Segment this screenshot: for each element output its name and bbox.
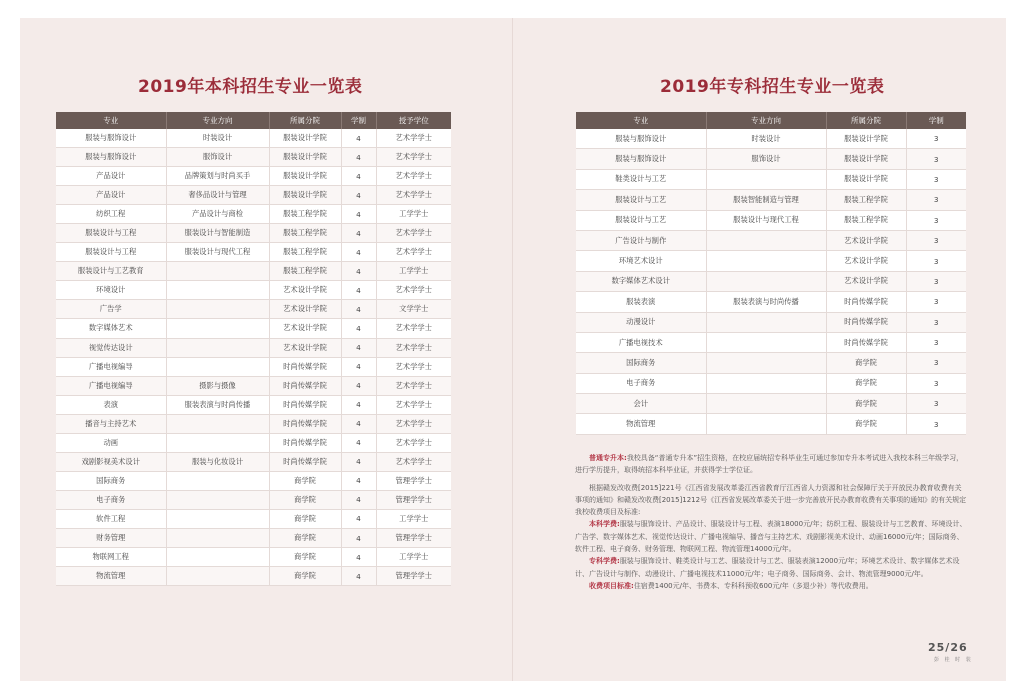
cell-direction: 服饰设计 bbox=[706, 149, 826, 169]
cell-major: 广播电视编导 bbox=[56, 376, 166, 395]
cell-duration: 3 bbox=[906, 414, 966, 434]
cell-degree: 管理学学士 bbox=[376, 567, 451, 586]
cell-major: 服装设计与工艺教育 bbox=[56, 262, 166, 281]
cell-direction: 服装与化妆设计 bbox=[166, 452, 269, 471]
cell-school: 艺术设计学院 bbox=[269, 338, 341, 357]
table-row bbox=[576, 332, 966, 352]
cell-major: 服装表演 bbox=[576, 292, 706, 312]
page-number: 25/26 bbox=[928, 641, 968, 654]
cell-major: 广播电视技术 bbox=[576, 332, 706, 352]
table-row bbox=[576, 271, 966, 291]
cell-degree: 艺术学学士 bbox=[376, 224, 451, 243]
cell-direction bbox=[166, 471, 269, 490]
table-row bbox=[56, 129, 451, 148]
table-row bbox=[56, 509, 451, 528]
cell-direction bbox=[166, 567, 269, 586]
cell-direction bbox=[166, 509, 269, 528]
table-row bbox=[576, 312, 966, 332]
other-fee-text: 住宿费1400元/年、书费本、专科科预收600元/年（多退少补）等代收费用。 bbox=[633, 581, 873, 590]
college-table-title: 2019年专科招生专业一览表 bbox=[660, 77, 885, 97]
table-row bbox=[576, 292, 966, 312]
cell-school: 商学院 bbox=[826, 373, 906, 393]
cell-major: 服装设计与工程 bbox=[56, 224, 166, 243]
other-fee-note bbox=[575, 580, 967, 592]
cell-major: 电子商务 bbox=[576, 373, 706, 393]
table-row bbox=[56, 357, 451, 376]
cell-school: 时尚传媒学院 bbox=[269, 395, 341, 414]
table-row bbox=[56, 148, 451, 167]
cell-major: 财务管理 bbox=[56, 528, 166, 547]
cell-school: 商学院 bbox=[269, 548, 341, 567]
table-row bbox=[56, 414, 451, 433]
college-fee-text: 服装与服饰设计、鞋类设计与工艺、服装设计与工艺、服装表演12000元/年；环境艺术设计、数字媒体艺术设计、广告设计与制作、动漫设计、广播电视技术11000元/年；电子商务、国际商务、会计、物流管理9000元/年。 bbox=[575, 557, 960, 578]
cell-duration: 3 bbox=[906, 394, 966, 414]
cell-direction bbox=[706, 312, 826, 332]
cell-duration: 3 bbox=[906, 373, 966, 393]
cell-duration: 4 bbox=[341, 433, 376, 452]
column-header-school: 所属分院 bbox=[826, 112, 906, 129]
table-row bbox=[576, 230, 966, 250]
cell-duration: 4 bbox=[341, 376, 376, 395]
cell-major: 服装设计与工艺 bbox=[576, 210, 706, 230]
cell-duration: 4 bbox=[341, 528, 376, 547]
bachelor-fee-label: 本科学费: bbox=[589, 520, 620, 529]
table-row bbox=[576, 251, 966, 271]
cell-duration: 4 bbox=[341, 243, 376, 262]
cell-major: 戏剧影视美术设计 bbox=[56, 452, 166, 471]
cell-duration: 3 bbox=[906, 210, 966, 230]
table-row bbox=[576, 373, 966, 393]
cell-degree: 工学学士 bbox=[376, 548, 451, 567]
cell-degree: 管理学学士 bbox=[376, 471, 451, 490]
cell-direction: 摄影与摄像 bbox=[166, 376, 269, 395]
column-header-degree: 授予学位 bbox=[376, 112, 451, 129]
cell-school: 服装工程学院 bbox=[269, 205, 341, 224]
college-fee-label: 专科学费: bbox=[589, 557, 620, 566]
cell-direction bbox=[706, 251, 826, 271]
cell-duration: 4 bbox=[341, 186, 376, 205]
table-row bbox=[56, 319, 451, 338]
cell-direction: 时装设计 bbox=[706, 129, 826, 149]
college-majors-table bbox=[576, 112, 966, 435]
cell-school: 服装设计学院 bbox=[826, 129, 906, 149]
table-row bbox=[56, 186, 451, 205]
cell-degree: 艺术学学士 bbox=[376, 148, 451, 167]
table-row bbox=[56, 167, 451, 186]
table-row bbox=[56, 528, 451, 547]
cell-duration: 3 bbox=[906, 353, 966, 373]
cell-direction: 服装智能制造与管理 bbox=[706, 190, 826, 210]
cell-degree: 艺术学学士 bbox=[376, 433, 451, 452]
cell-major: 服装与服饰设计 bbox=[56, 129, 166, 148]
table-row bbox=[56, 224, 451, 243]
cell-school: 艺术设计学院 bbox=[269, 319, 341, 338]
table-row bbox=[576, 190, 966, 210]
cell-duration: 4 bbox=[341, 414, 376, 433]
upgrade-label: 普通专升本: bbox=[589, 454, 627, 462]
cell-degree: 艺术学学士 bbox=[376, 452, 451, 471]
cell-major: 广告设计与制作 bbox=[576, 230, 706, 250]
cell-direction bbox=[166, 262, 269, 281]
other-fee-label: 收费项目标准: bbox=[589, 581, 634, 590]
column-header-major: 专业 bbox=[56, 112, 166, 129]
cell-major: 产品设计 bbox=[56, 167, 166, 186]
cell-direction bbox=[166, 319, 269, 338]
cell-duration: 4 bbox=[341, 509, 376, 528]
table-row bbox=[56, 338, 451, 357]
cell-direction: 奢侈品设计与管理 bbox=[166, 186, 269, 205]
cell-degree: 艺术学学士 bbox=[376, 376, 451, 395]
column-header-duration: 学制 bbox=[341, 112, 376, 129]
table-row bbox=[56, 490, 451, 509]
cell-direction: 服装设计与现代工程 bbox=[706, 210, 826, 230]
cell-degree: 艺术学学士 bbox=[376, 414, 451, 433]
table-row bbox=[56, 471, 451, 490]
table-row bbox=[56, 376, 451, 395]
cell-school: 商学院 bbox=[269, 509, 341, 528]
cell-school: 商学院 bbox=[269, 471, 341, 490]
cell-major: 广告学 bbox=[56, 300, 166, 319]
upgrade-note bbox=[575, 452, 967, 477]
cell-direction: 品牌策划与时尚买手 bbox=[166, 167, 269, 186]
table-row bbox=[56, 395, 451, 414]
cell-school: 时尚传媒学院 bbox=[826, 332, 906, 352]
cell-direction bbox=[706, 332, 826, 352]
cell-school: 商学院 bbox=[269, 490, 341, 509]
cell-degree: 艺术学学士 bbox=[376, 357, 451, 376]
cell-school: 时尚传媒学院 bbox=[826, 292, 906, 312]
cell-school: 时尚传媒学院 bbox=[269, 433, 341, 452]
cell-school: 服装设计学院 bbox=[269, 148, 341, 167]
cell-direction bbox=[706, 230, 826, 250]
cell-school: 艺术设计学院 bbox=[269, 300, 341, 319]
cell-school: 时尚传媒学院 bbox=[269, 414, 341, 433]
table-row bbox=[576, 210, 966, 230]
cell-school: 服装工程学院 bbox=[826, 190, 906, 210]
cell-school: 时尚传媒学院 bbox=[826, 312, 906, 332]
cell-duration: 4 bbox=[341, 471, 376, 490]
bachelor-fee-note bbox=[575, 518, 967, 555]
cell-direction bbox=[166, 338, 269, 357]
cell-duration: 3 bbox=[906, 271, 966, 291]
cell-duration: 3 bbox=[906, 312, 966, 332]
cell-direction bbox=[706, 373, 826, 393]
cell-direction: 产品设计与商检 bbox=[166, 205, 269, 224]
cell-school: 商学院 bbox=[826, 394, 906, 414]
cell-school: 服装工程学院 bbox=[269, 262, 341, 281]
cell-direction: 服装表演与时尚传播 bbox=[166, 395, 269, 414]
cell-degree: 艺术学学士 bbox=[376, 243, 451, 262]
cell-duration: 4 bbox=[341, 129, 376, 148]
cell-direction bbox=[706, 169, 826, 189]
cell-major: 服装与服饰设计 bbox=[56, 148, 166, 167]
table-row bbox=[576, 129, 966, 149]
cell-direction: 服装设计与现代工程 bbox=[166, 243, 269, 262]
cell-school: 服装设计学院 bbox=[269, 186, 341, 205]
cell-direction bbox=[166, 357, 269, 376]
bachelor-table-title: 2019年本科招生专业一览表 bbox=[138, 77, 363, 97]
table-row bbox=[56, 281, 451, 300]
cell-degree: 艺术学学士 bbox=[376, 338, 451, 357]
table-row bbox=[56, 300, 451, 319]
cell-major: 环境艺术设计 bbox=[576, 251, 706, 271]
cell-degree: 文学学士 bbox=[376, 300, 451, 319]
column-header-major: 专业 bbox=[576, 112, 706, 129]
cell-degree: 艺术学学士 bbox=[376, 319, 451, 338]
cell-major: 表演 bbox=[56, 395, 166, 414]
cell-duration: 4 bbox=[341, 319, 376, 338]
cell-direction: 服饰设计 bbox=[166, 148, 269, 167]
cell-major: 物流管理 bbox=[56, 567, 166, 586]
cell-degree: 艺术学学士 bbox=[376, 395, 451, 414]
table-row bbox=[56, 205, 451, 224]
cell-major: 服装与服饰设计 bbox=[576, 149, 706, 169]
table-header-row bbox=[576, 112, 966, 129]
cell-duration: 3 bbox=[906, 169, 966, 189]
cell-duration: 4 bbox=[341, 148, 376, 167]
table-row bbox=[56, 567, 451, 586]
cell-direction bbox=[166, 300, 269, 319]
cell-degree: 工学学士 bbox=[376, 205, 451, 224]
table-row bbox=[56, 452, 451, 471]
cell-direction: 服装设计与智能制造 bbox=[166, 224, 269, 243]
cell-major: 数字媒体艺术 bbox=[56, 319, 166, 338]
cell-duration: 4 bbox=[341, 300, 376, 319]
cell-school: 服装设计学院 bbox=[269, 129, 341, 148]
cell-direction bbox=[166, 548, 269, 567]
cell-duration: 4 bbox=[341, 567, 376, 586]
cell-major: 服装与服饰设计 bbox=[576, 129, 706, 149]
cell-school: 艺术设计学院 bbox=[826, 230, 906, 250]
cell-degree: 艺术学学士 bbox=[376, 129, 451, 148]
cell-school: 时尚传媒学院 bbox=[269, 452, 341, 471]
cell-direction bbox=[166, 490, 269, 509]
bachelor-fee-text: 服装与服饰设计、产品设计、服装设计与工程、表演18000元/年；纺织工程、服装设计与工艺教育、环境设计、广告学、数字媒体艺术、视觉传达设计、广播电视编导、播音与主持艺术、戏剧影视美术设计、动画16000元/年；国际商务、软件工程、电子商务、财务管理、物联网工程、物流管理14000元/年。 bbox=[575, 520, 967, 554]
cell-major: 广播电视编导 bbox=[56, 357, 166, 376]
cell-major: 物联网工程 bbox=[56, 548, 166, 567]
cell-duration: 4 bbox=[341, 395, 376, 414]
cell-major: 国际商务 bbox=[576, 353, 706, 373]
cell-school: 服装工程学院 bbox=[269, 224, 341, 243]
cell-duration: 4 bbox=[341, 167, 376, 186]
cell-major: 动画 bbox=[56, 433, 166, 452]
cell-duration: 3 bbox=[906, 251, 966, 271]
cell-school: 艺术设计学院 bbox=[826, 251, 906, 271]
table-row bbox=[56, 262, 451, 281]
cell-school: 商学院 bbox=[269, 528, 341, 547]
cell-duration: 3 bbox=[906, 230, 966, 250]
cell-degree: 艺术学学士 bbox=[376, 167, 451, 186]
cell-major: 产品设计 bbox=[56, 186, 166, 205]
cell-duration: 4 bbox=[341, 548, 376, 567]
cell-direction bbox=[706, 394, 826, 414]
cell-major: 会计 bbox=[576, 394, 706, 414]
cell-duration: 4 bbox=[341, 224, 376, 243]
cell-degree: 艺术学学士 bbox=[376, 186, 451, 205]
cell-major: 服装设计与工程 bbox=[56, 243, 166, 262]
cell-major: 视觉传达设计 bbox=[56, 338, 166, 357]
column-header-direction: 专业方向 bbox=[166, 112, 269, 129]
table-row bbox=[576, 353, 966, 373]
cell-direction bbox=[706, 271, 826, 291]
cell-school: 服装设计学院 bbox=[269, 167, 341, 186]
cell-duration: 3 bbox=[906, 149, 966, 169]
cell-duration: 4 bbox=[341, 205, 376, 224]
cell-major: 纺织工程 bbox=[56, 205, 166, 224]
cell-school: 服装设计学院 bbox=[826, 149, 906, 169]
cell-duration: 3 bbox=[906, 190, 966, 210]
cell-direction bbox=[706, 414, 826, 434]
cell-school: 服装工程学院 bbox=[269, 243, 341, 262]
brand-logo-text: 彭 桂 时 装 bbox=[934, 657, 973, 663]
table-row bbox=[576, 169, 966, 189]
cell-direction bbox=[166, 433, 269, 452]
cell-major: 物流管理 bbox=[576, 414, 706, 434]
college-fee-note bbox=[575, 555, 967, 580]
admission-notes bbox=[575, 452, 967, 592]
cell-direction bbox=[706, 353, 826, 373]
column-header-direction: 专业方向 bbox=[706, 112, 826, 129]
table-header-row bbox=[56, 112, 451, 129]
cell-direction bbox=[166, 281, 269, 300]
cell-degree: 管理学学士 bbox=[376, 490, 451, 509]
cell-school: 商学院 bbox=[269, 567, 341, 586]
cell-direction: 服装表演与时尚传播 bbox=[706, 292, 826, 312]
cell-school: 艺术设计学院 bbox=[269, 281, 341, 300]
cell-major: 软件工程 bbox=[56, 509, 166, 528]
cell-direction bbox=[166, 528, 269, 547]
cell-major: 电子商务 bbox=[56, 490, 166, 509]
cell-duration: 4 bbox=[341, 357, 376, 376]
table-row bbox=[576, 394, 966, 414]
cell-duration: 4 bbox=[341, 490, 376, 509]
cell-duration: 4 bbox=[341, 262, 376, 281]
cell-school: 时尚传媒学院 bbox=[269, 357, 341, 376]
cell-direction: 时装设计 bbox=[166, 129, 269, 148]
cell-major: 鞋类设计与工艺 bbox=[576, 169, 706, 189]
table-row bbox=[56, 548, 451, 567]
cell-major: 播音与主持艺术 bbox=[56, 414, 166, 433]
cell-school: 艺术设计学院 bbox=[826, 271, 906, 291]
cell-major: 服装设计与工艺 bbox=[576, 190, 706, 210]
cell-school: 商学院 bbox=[826, 353, 906, 373]
cell-direction bbox=[166, 414, 269, 433]
table-row bbox=[56, 243, 451, 262]
cell-school: 服装工程学院 bbox=[826, 210, 906, 230]
cell-duration: 3 bbox=[906, 129, 966, 149]
cell-degree: 工学学士 bbox=[376, 262, 451, 281]
cell-degree: 管理学学士 bbox=[376, 528, 451, 547]
cell-major: 数字媒体艺术设计 bbox=[576, 271, 706, 291]
cell-major: 动漫设计 bbox=[576, 312, 706, 332]
cell-duration: 4 bbox=[341, 338, 376, 357]
table-row bbox=[576, 149, 966, 169]
bachelor-majors-table bbox=[56, 112, 451, 586]
upgrade-text: 我校具备“普通专升本”招生资格，在校应届统招专科毕业生可通过参加专升本考试进入我校本科三年级学习，进行学历提升，取得统招本科毕业证，并获得学士学位证。 bbox=[575, 454, 964, 475]
cell-duration: 4 bbox=[341, 281, 376, 300]
cell-degree: 艺术学学士 bbox=[376, 281, 451, 300]
cell-duration: 3 bbox=[906, 332, 966, 352]
cell-duration: 3 bbox=[906, 292, 966, 312]
cell-school: 时尚传媒学院 bbox=[269, 376, 341, 395]
column-header-school: 所属分院 bbox=[269, 112, 341, 129]
column-header-duration: 学制 bbox=[906, 112, 966, 129]
cell-school: 服装设计学院 bbox=[826, 169, 906, 189]
cell-school: 商学院 bbox=[826, 414, 906, 434]
table-row bbox=[56, 433, 451, 452]
table-row bbox=[576, 414, 966, 434]
cell-major: 国际商务 bbox=[56, 471, 166, 490]
page-fold bbox=[512, 18, 513, 681]
cell-duration: 4 bbox=[341, 452, 376, 471]
cell-major: 环境设计 bbox=[56, 281, 166, 300]
fee-basis-note: 根据赣发改收费[2015]221号《江西省发展改革委江西省教育厅江西省人力资源和社会保障厅关于开放民办教育收费有关事项的通知》和赣发改收费[2015]1212号《江西省发展改革委关于进一步完善放开民办教育收费有关事项的通知》的有关规定我校收费项目及标准: bbox=[575, 483, 967, 517]
cell-degree: 工学学士 bbox=[376, 509, 451, 528]
